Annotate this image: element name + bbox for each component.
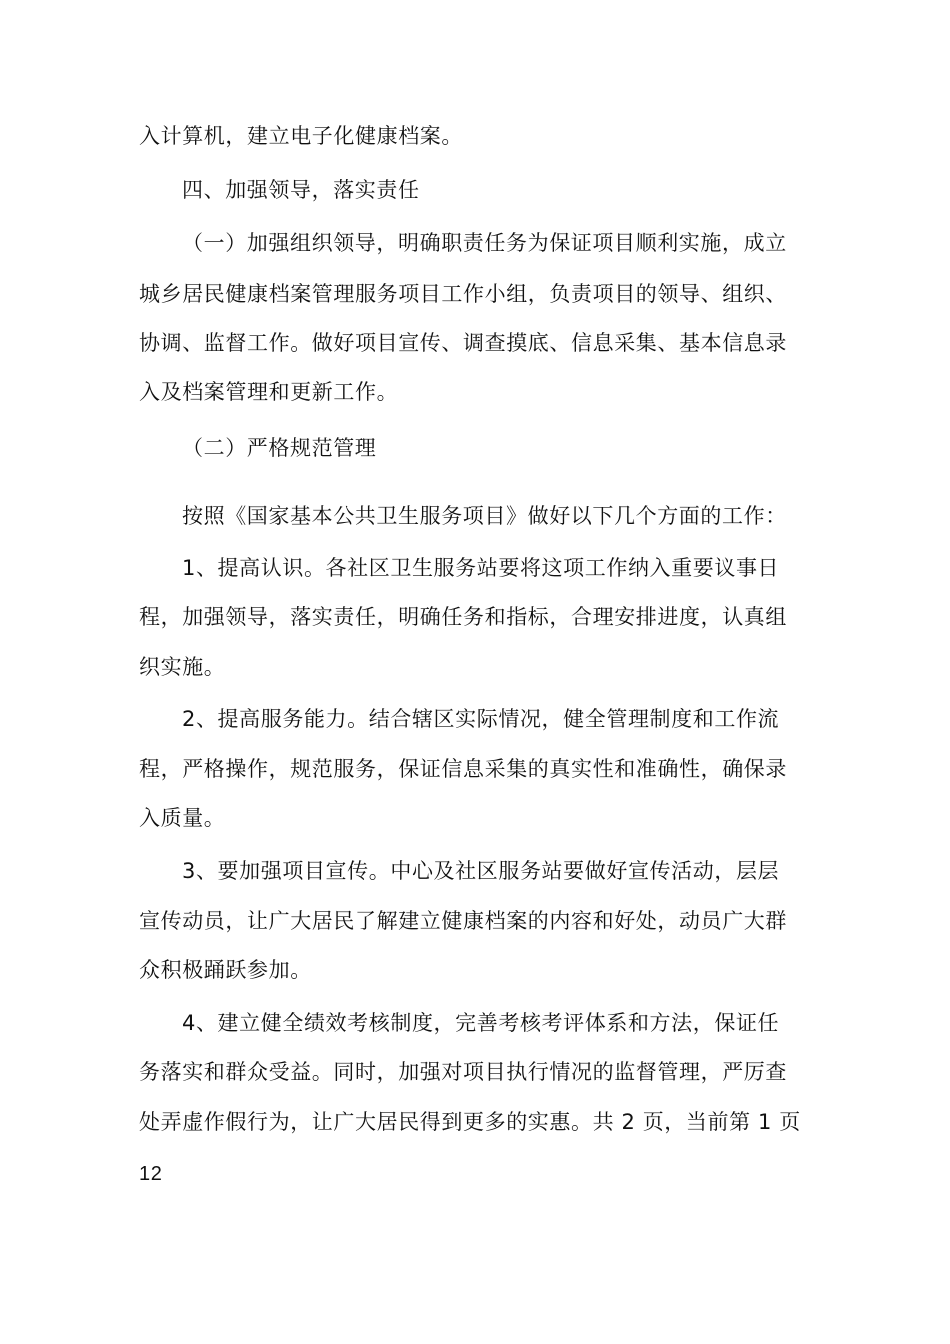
paragraph-line: 入计算机，建立电子化健康档案。	[139, 124, 463, 148]
list-item-line: 众积极踊跃参加。	[139, 958, 312, 982]
list-item-line: 3、要加强项目宣传。中心及社区服务站要做好宣传活动，层层	[182, 859, 780, 883]
section-heading: 四、加强领导，落实责任	[182, 178, 420, 202]
list-item-line: 处弄虚作假行为，让广大居民得到更多的实惠。共 2 页，当前第 1 页	[139, 1110, 801, 1134]
paragraph-line: 入及档案管理和更新工作。	[139, 380, 399, 404]
paragraph-line: 按照《国家基本公共卫生服务项目》做好以下几个方面的工作：	[182, 504, 787, 528]
list-item-line: 织实施。	[139, 655, 226, 679]
list-item-line: 2、提高服务能力。结合辖区实际情况，健全管理制度和工作流	[182, 707, 780, 731]
paragraph-line: （一）加强组织领导，明确职责任务为保证项目顺利实施，成立	[182, 231, 787, 255]
list-item-line: 宣传动员，让广大居民了解建立健康档案的内容和好处，动员广大群	[139, 909, 787, 933]
subsection-heading: （二）严格规范管理	[182, 436, 377, 460]
list-item-line: 程，严格操作，规范服务，保证信息采集的真实性和准确性，确保录	[139, 757, 787, 781]
list-item-line: 入质量。	[139, 806, 226, 830]
paragraph-line: 协调、监督工作。做好项目宣传、调查摸底、信息采集、基本信息录	[139, 331, 787, 355]
list-item-line: 程，加强领导，落实责任，明确任务和指标，合理安排进度，认真组	[139, 605, 787, 629]
list-item-line: 1、提高认识。各社区卫生服务站要将这项工作纳入重要议事日	[182, 556, 780, 580]
list-item-line: 务落实和群众受益。同时，加强对项目执行情况的监督管理，严厉查	[139, 1060, 787, 1084]
page-number: 12	[139, 1163, 163, 1185]
paragraph-line: 城乡居民健康档案管理服务项目工作小组，负责项目的领导、组织、	[139, 282, 787, 306]
list-item-line: 4、建立健全绩效考核制度，完善考核考评体系和方法，保证任	[182, 1011, 780, 1035]
